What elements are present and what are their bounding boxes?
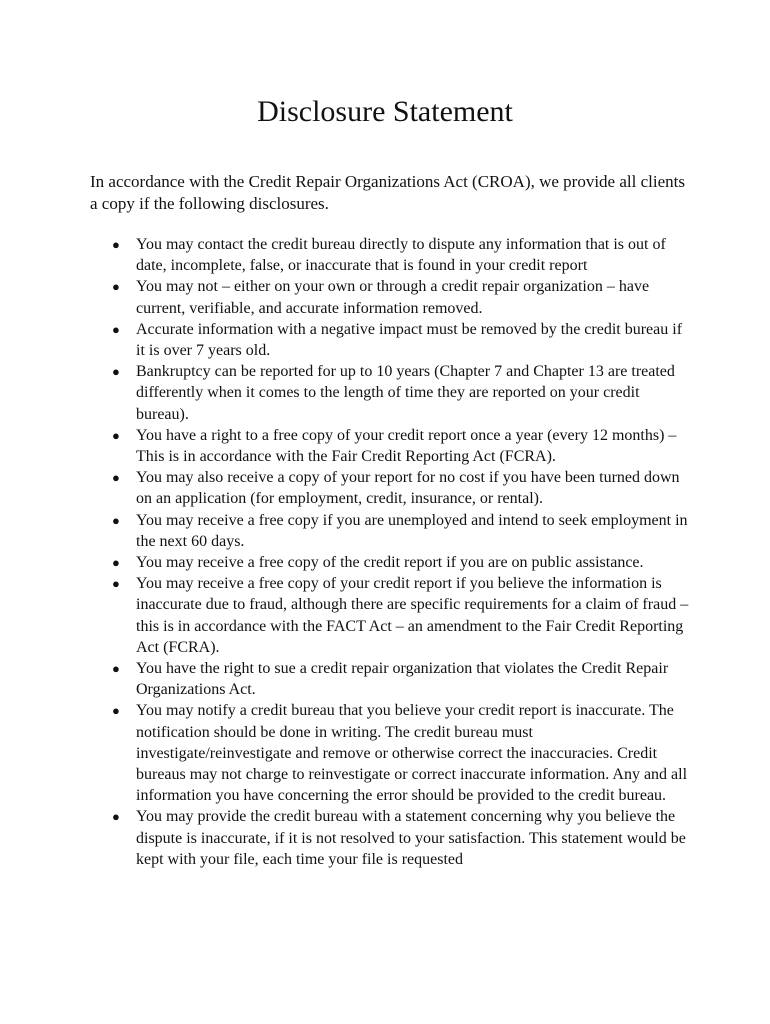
list-item-text: You have a right to a free copy of your credit report once a year (every 12 months) – This is in accordance with the Fair Credit Reporting Act (FCRA). — [136, 426, 677, 466]
list-item-text: You may notify a credit bureau that you believe your credit report is inaccurate. The notification should be done in writing. The credit bureau must investigate/reinvestigate and remove or otherwise correct the inaccuracies. Credit bureaus may not charge to reinvestigate or correct inaccurate information. Any and all information you have concerning the error should be provided to the credit bureau. — [136, 702, 688, 805]
list-item — [90, 573, 690, 658]
list-item — [90, 234, 690, 276]
list-item — [90, 467, 690, 509]
bullet-icon: ● — [112, 661, 120, 677]
bullet-icon: ● — [112, 809, 120, 825]
page-title: Disclosure Statement — [257, 95, 513, 128]
list-item — [90, 361, 690, 425]
list-item — [90, 658, 690, 700]
list-item-text: You may provide the credit bureau with a statement concerning why you believe the dispute is inaccurate, if it is not resolved to your satisfaction. This statement would be kept with your file, each time your file is requested — [136, 808, 686, 868]
list-item-text: Bankruptcy can be reported for up to 10 years (Chapter 7 and Chapter 13 are treated differently when it comes to the length of time they are reported on your credit bureau). — [136, 363, 675, 423]
list-item-text: You may also receive a copy of your report for no cost if you have been turned down on an application (for employment, credit, insurance, or rental). — [136, 469, 680, 508]
bullet-icon: ● — [112, 364, 120, 380]
list-item — [90, 425, 690, 467]
disclosure-list — [90, 234, 690, 870]
bullet-icon: ● — [112, 512, 120, 528]
list-item-text: You may receive a free copy of your credit report if you believe the information is inaccurate due to fraud, although there are specific requirements for a claim of fraud – this is in accordance with the FACT Act – an amendment to the Fair Credit Reporting Act (FCRA). — [136, 575, 689, 656]
list-item-text: You may receive a free copy if you are unemployed and intend to seek employment in the next 60 days. — [136, 511, 688, 550]
bullet-icon: ● — [112, 576, 120, 592]
list-item-text: You may receive a free copy of the credit report if you are on public assistance. — [136, 554, 644, 572]
list-item — [90, 510, 690, 552]
list-item — [90, 276, 690, 318]
bullet-icon: ● — [112, 237, 120, 252]
list-item-text: Accurate information with a negative impact must be removed by the credit bureau if it is over 7 years old. — [136, 320, 683, 360]
list-item — [90, 552, 690, 573]
list-item-text: You may contact the credit bureau directly to dispute any information that is out of date, incomplete, false, or inaccurate that is found in your credit report — [136, 236, 666, 275]
bullet-icon: ● — [112, 555, 120, 571]
list-item — [90, 700, 690, 806]
list-item-text: You may not – either on your own or through a credit repair organization – have current, verifiable, and accurate information removed. — [136, 278, 650, 317]
bullet-icon: ● — [112, 703, 120, 719]
bullet-icon: ● — [112, 279, 120, 295]
bullet-icon: ● — [112, 427, 120, 443]
list-item-text: You have the right to sue a credit repair organization that violates the Credit Repair Organizations Act. — [136, 660, 669, 699]
list-item — [90, 319, 690, 361]
list-item — [90, 806, 690, 870]
intro-paragraph: In accordance with the Credit Repair Organizations Act (CROA), we provide all clients a copy if the following disclosures. — [90, 172, 685, 213]
bullet-icon: ● — [112, 470, 120, 486]
bullet-icon: ● — [112, 321, 120, 337]
